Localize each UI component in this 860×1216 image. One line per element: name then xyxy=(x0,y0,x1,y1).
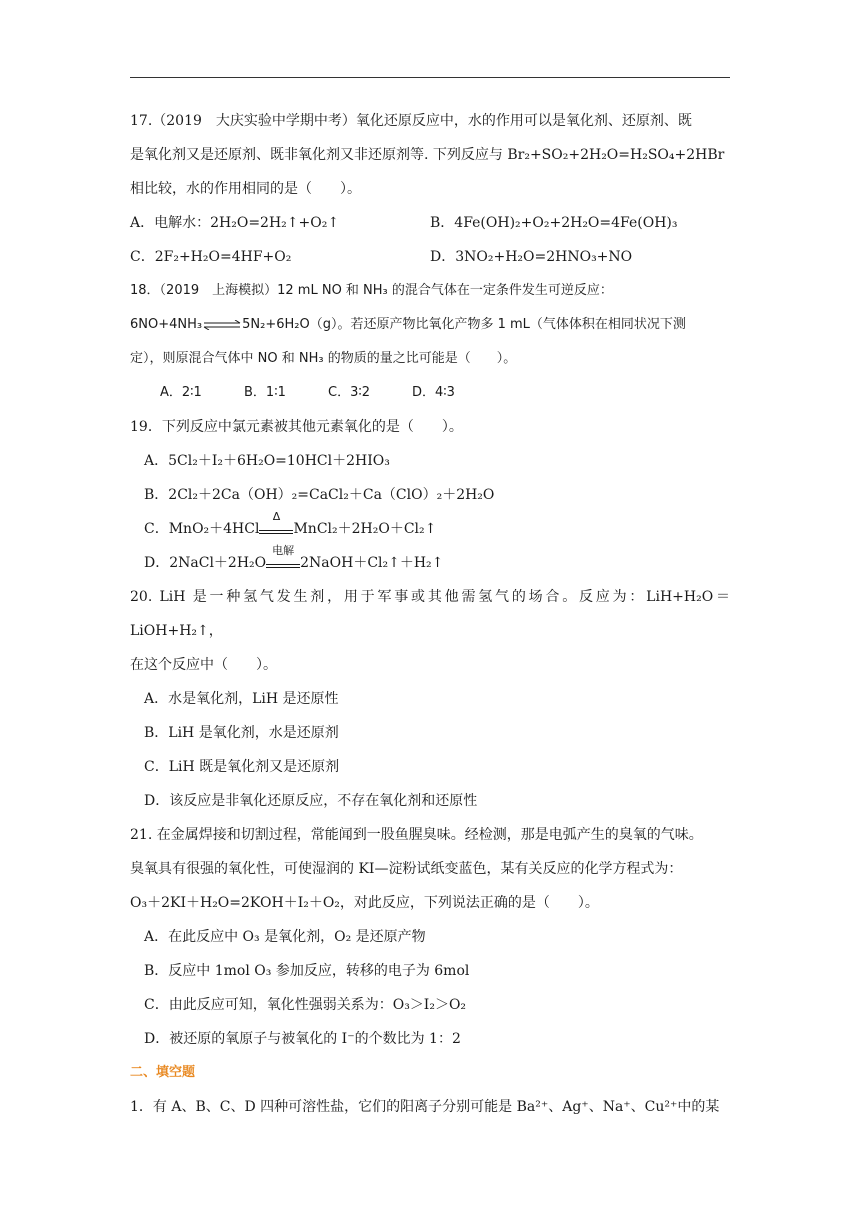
q19-option-c-products: MnCl₂＋2H₂O＋Cl₂↑ xyxy=(293,521,437,537)
question-19 xyxy=(130,410,730,580)
q17-options-row-1 xyxy=(130,206,730,240)
q19-option-a[interactable]: A．5Cl₂＋I₂＋6H₂O=10HCl＋2HIO₃ xyxy=(144,453,390,469)
q19-option-d[interactable] xyxy=(130,546,730,580)
header-rule xyxy=(130,77,730,78)
q18-stem-line-2 xyxy=(130,308,730,342)
q17-option-b[interactable]: B．4Fe(OH)₂+O₂+2H₂O=4Fe(OH)₃ xyxy=(430,215,678,231)
q21-option-b[interactable]: B．反应中 1mol O₃ 参加反应，转移的电子为 6mol xyxy=(144,963,470,979)
q18-option-b[interactable]: B．1∶1 xyxy=(244,385,286,400)
question-20 xyxy=(130,580,730,818)
q19-option-d-products: 2NaOH＋Cl₂↑＋H₂↑ xyxy=(300,555,444,571)
q18-option-c[interactable]: C．3∶2 xyxy=(328,385,371,400)
q17-option-a[interactable]: A．电解水：2H₂O=2H₂↑+O₂↑ xyxy=(130,215,340,231)
q21-option-c[interactable]: C．由此反应可知，氧化性强弱关系为：O₃＞I₂＞O₂ xyxy=(144,997,467,1013)
q19-option-c-reactants: C．MnO₂＋4HCl xyxy=(144,521,260,537)
q20-stem-line-1: 20. LiH 是一种氢气发生剂，用于军事或其他需氢气的场合。反应为：LiH+H₂O＝LiOH+H₂↑， xyxy=(130,589,730,639)
reversible-arrow-icon xyxy=(202,320,242,330)
q18-options xyxy=(130,376,730,410)
q17-stem-line-3: 相比较，水的作用相同的是（ ）。 xyxy=(130,181,361,197)
q20-option-b[interactable]: B．LiH 是氧化剂，水是还原剂 xyxy=(144,725,339,741)
section-heading-fill-in: 二、填空题 xyxy=(130,1065,196,1080)
question-21 xyxy=(130,818,730,1056)
q18-equation-left: 6NO+4NH₃ xyxy=(130,317,203,332)
q19-option-c[interactable] xyxy=(130,512,730,546)
q18-option-a[interactable]: A．2∶1 xyxy=(160,385,202,400)
q21-stem-line-3: O₃＋2KI＋H₂O=2KOH＋I₂＋O₂，对此反应，下列说法正确的是（ ）。 xyxy=(130,895,599,911)
q19-option-c-condition: Δ xyxy=(272,510,281,523)
q18-equation-right: 5N₂+6H₂O（g）。若还原产物比氧化产物多 1 mL（气体体积在相同状况下测 xyxy=(242,317,686,332)
q17-stem-line-1: 17.（2019 大庆实验中学期中考）氧化还原反应中，水的作用可以是氧化剂、还原剂、既 xyxy=(130,113,692,129)
q18-stem-line-1: 18．（2019 上海模拟）12 mL NO 和 NH₃ 的混合气体在一定条件发生可逆反应： xyxy=(130,283,613,298)
q21-stem-line-1: 21. 在金属焊接和切割过程，常能闻到一股鱼腥臭味。经检测，那是电弧产生的臭氧的气味。 xyxy=(130,827,703,843)
q20-option-a[interactable]: A．水是氧化剂，LiH 是还原性 xyxy=(144,691,339,707)
q18-option-d[interactable]: D．4∶3 xyxy=(412,385,455,400)
q21-stem-line-2: 臭氧具有很强的氧化性，可使湿润的 KI—淀粉试纸变蓝色，某有关反应的化学方程式为： xyxy=(130,861,683,877)
q18-stem-line-3: 定），则原混合气体中 NO 和 NH₃ 的物质的量之比可能是（ ）。 xyxy=(130,351,517,366)
q21-option-a[interactable]: A．在此反应中 O₃ 是氧化剂，O₂ 是还原产物 xyxy=(144,929,426,945)
question-18 xyxy=(130,274,730,410)
q19-option-d-condition: 电解 xyxy=(272,544,295,557)
q20-option-c[interactable]: C．LiH 既是氧化剂又是还原剂 xyxy=(144,759,340,775)
q19-option-d-reactants: D．2NaCl＋2H₂O xyxy=(144,555,267,571)
q17-option-d[interactable]: D．3NO₂+H₂O=2HNO₃+NO xyxy=(430,249,633,265)
fill-question-1-line-1: 1．有 A、B、C、D 四种可溶性盐，它们的阳离子分别可能是 Ba²⁺、Ag⁺、Na⁺、Cu²⁺中的某 xyxy=(130,1099,720,1115)
q21-option-d[interactable]: D．被还原的氧原子与被氧化的 I⁻的个数比为 1：2 xyxy=(144,1031,461,1047)
q20-option-d[interactable]: D．该反应是非氧化还原反应，不存在氧化剂和还原性 xyxy=(144,793,478,809)
q17-stem-line-2: 是氧化剂又是还原剂、既非氧化剂又非还原剂等. 下列反应与 Br₂+SO₂+2H₂O=H₂SO₄+2HBr xyxy=(130,147,725,163)
electrolysis-condition-equals-icon xyxy=(266,544,300,570)
q17-option-c[interactable]: C．2F₂+H₂O=4HF+O₂ xyxy=(130,249,292,265)
question-17 xyxy=(130,104,730,274)
q20-stem-line-2: 在这个反应中（ ）。 xyxy=(130,657,277,673)
q19-stem: 19．下列反应中氯元素被其他元素氧化的是（ ）。 xyxy=(130,419,463,435)
document-body xyxy=(130,104,730,1124)
heat-condition-equals-icon xyxy=(259,510,293,536)
q19-option-b[interactable]: B．2Cl₂＋2Ca（OH）₂=CaCl₂＋Ca（ClO）₂＋2H₂O xyxy=(144,487,495,503)
q17-options-row-2 xyxy=(130,240,730,274)
